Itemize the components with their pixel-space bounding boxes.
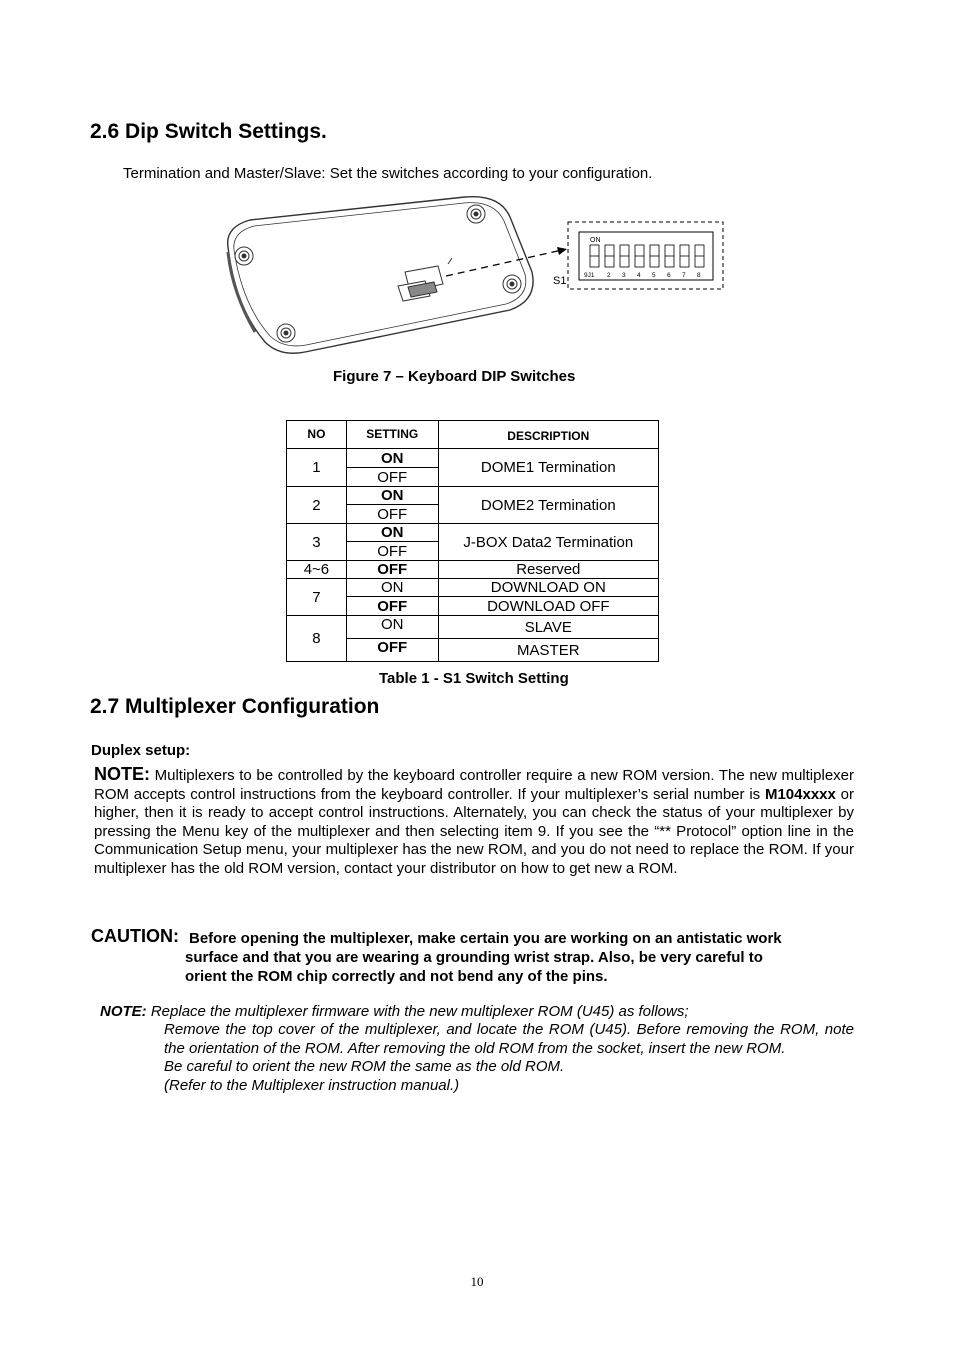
note-text-part2: or higher, then it is ready to accept control instructions. Alternately, you can check the status of your multiplexer by pressing the Menu key of the multiplexer and then selecting item 9. If you see the “** Protocol” option line in the Communication Setup menu, your multiplexer has the new ROM, and you do not need to replace the ROM. If your multiplexer has the old ROM version, contact your distributor on how to get new a ROM.	[94, 785, 854, 877]
cell-setting: ON	[346, 616, 438, 639]
cell-no: 2	[287, 487, 347, 524]
figure-caption: Figure 7 – Keyboard DIP Switches	[333, 368, 576, 385]
col-header-description: DESCRIPTION	[438, 421, 658, 449]
table-row	[287, 524, 659, 542]
col-header-no: NO	[287, 421, 347, 449]
dip-pin-label: 2	[607, 272, 611, 279]
cell-description: DOWNLOAD OFF	[438, 597, 658, 616]
cell-setting: OFF	[346, 468, 438, 487]
keyboard-dip-figure	[210, 192, 730, 362]
table-row	[287, 487, 659, 505]
cell-setting: OFF	[346, 639, 438, 662]
table-row	[287, 561, 659, 579]
dip-pin-label: 4	[637, 272, 641, 279]
cell-description: SLAVE	[438, 616, 658, 639]
cell-setting: OFF	[346, 561, 438, 579]
cell-description: DOWNLOAD ON	[438, 579, 658, 597]
cell-setting: OFF	[346, 505, 438, 524]
keyboard-body-illustration	[228, 197, 533, 354]
cell-no: 4~6	[287, 561, 347, 579]
step-paragraph: Be careful to orient the new ROM the same as the old ROM.	[164, 1058, 565, 1076]
dip-on-label: ON	[590, 237, 601, 244]
cell-setting: OFF	[346, 597, 438, 616]
table-row	[287, 449, 659, 468]
note-paragraph	[94, 765, 854, 879]
caution-text	[185, 929, 845, 986]
caution-line: Before opening the multiplexer, make certain you are working on an antistatic work	[189, 930, 782, 947]
cell-description: J-BOX Data2 Termination	[438, 524, 658, 561]
table-row	[287, 579, 659, 597]
rom-replace-steps	[164, 1021, 854, 1095]
dip-pin-label: 5	[652, 272, 656, 279]
rom-version: M104xxxx	[764, 785, 836, 803]
note-text-part1: Multiplexers to be controlled by the keyboard controller require a new ROM version. The new multiplexer ROM accepts control instructions from the keyboard controller. If your multiplexer’s serial number is	[94, 767, 854, 803]
note2-first-line: Replace the multiplexer firmware with the new multiplexer ROM (U45) as follows;	[146, 1003, 689, 1020]
caution-line: surface and that you are wearing a grounding wrist strap. Also, be very careful to	[185, 949, 763, 966]
rubber-feet	[235, 205, 521, 342]
table-header-row	[287, 421, 659, 449]
cell-description: Reserved	[438, 561, 658, 579]
step-paragraph: (Refer to the Multiplexer instruction manual.)	[164, 1076, 460, 1094]
cell-description: DOME2 Termination	[438, 487, 658, 524]
dip-pin-label: 7	[682, 272, 686, 279]
cell-no: 1	[287, 449, 347, 487]
cell-no: 7	[287, 579, 347, 616]
table-caption: Table 1 - S1 Switch Setting	[379, 670, 569, 687]
intro-text: Termination and Master/Slave: Set the switches according to your configuration.	[123, 165, 653, 182]
pointer-arrow	[446, 250, 562, 276]
note-label: NOTE:	[94, 764, 150, 784]
dip-pin-label: 6	[667, 272, 671, 279]
dip-cutout-illustration	[398, 258, 452, 301]
step-paragraph: Remove the top cover of the multiplexer, and locate the ROM (U45). Before removing the ROM, note the orientation of the ROM. After removing the old ROM from the socket, insert the new ROM.	[164, 1021, 854, 1057]
note2-label: NOTE:	[100, 1003, 147, 1020]
cell-setting: ON	[346, 487, 438, 505]
s1-switch-table	[286, 420, 659, 662]
cell-description: MASTER	[438, 639, 658, 662]
duplex-setup-label: Duplex setup:	[91, 742, 191, 759]
page-number: 10	[470, 1274, 484, 1289]
cell-description: DOME1 Termination	[438, 449, 658, 487]
table-row	[287, 616, 659, 639]
dip-pin-label: 9J1	[584, 272, 595, 279]
cell-no: 3	[287, 524, 347, 561]
rom-replace-note	[100, 1003, 689, 1020]
s1-label: S1	[553, 275, 567, 287]
dip-pin-label: 3	[622, 272, 626, 279]
dip-pin-label: 8	[697, 272, 701, 279]
cell-setting: ON	[346, 449, 438, 468]
caution-line: orient the ROM chip correctly and not bend any of the pins.	[185, 968, 608, 985]
cell-setting: ON	[346, 579, 438, 597]
cell-no: 8	[287, 616, 347, 662]
cell-setting: ON	[346, 524, 438, 542]
cell-setting: OFF	[346, 542, 438, 561]
caution-label: CAUTION:	[91, 926, 179, 946]
section-heading-multiplexer: 2.7 Multiplexer Configuration	[90, 695, 380, 718]
col-header-setting: SETTING	[346, 421, 438, 449]
section-heading-dip-switch: 2.6 Dip Switch Settings.	[90, 120, 327, 143]
